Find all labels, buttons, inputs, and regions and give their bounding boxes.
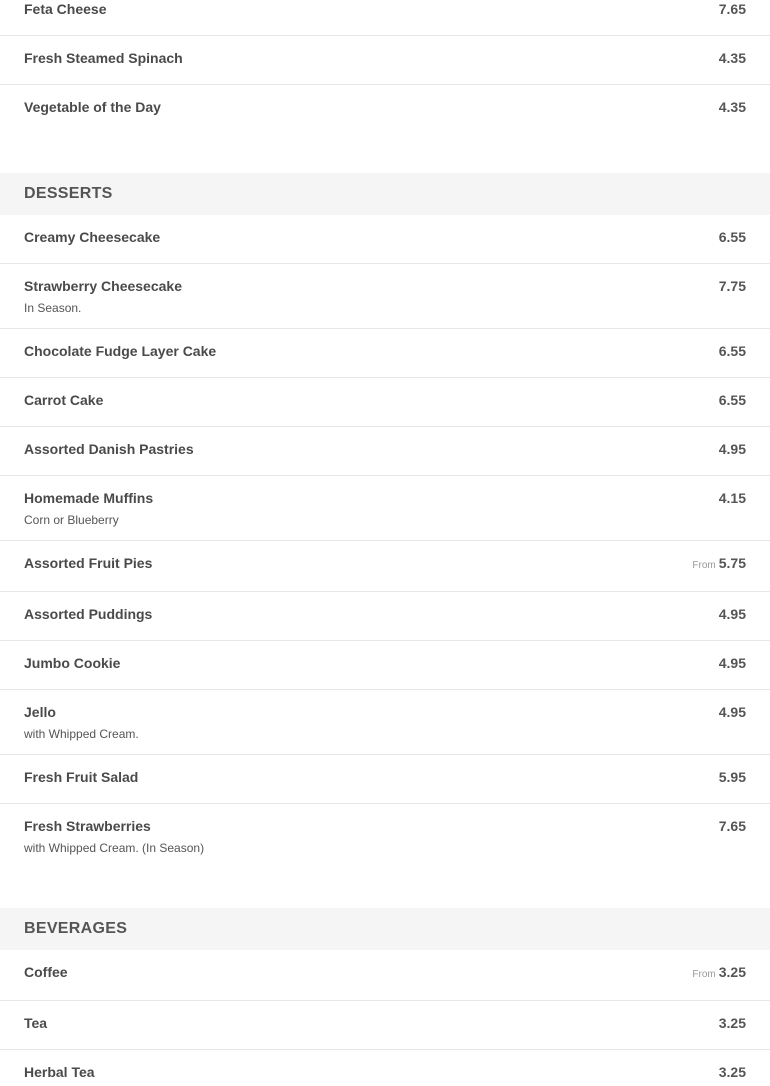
item-description: with Whipped Cream. (In Season) <box>24 841 205 855</box>
item-price: 7.65 <box>718 1 746 17</box>
menu-item-assorted-danish-pastries[interactable] <box>0 428 770 476</box>
menu-item-carrot-cake[interactable] <box>0 379 770 427</box>
menu-item-assorted-fruit-pies[interactable] <box>0 542 770 592</box>
item-name: Fresh Fruit Salad <box>24 769 139 785</box>
menu-item-assorted-puddings[interactable] <box>0 593 770 641</box>
item-name: Assorted Danish Pastries <box>24 441 194 457</box>
item-description: with Whipped Cream. <box>24 727 139 741</box>
item-description: In Season. <box>24 301 82 315</box>
item-price: 3.25 <box>718 1015 746 1031</box>
menu-item-jumbo-cookie[interactable] <box>0 642 770 690</box>
item-price: 5.95 <box>718 769 746 785</box>
section-title: DESSERTS <box>24 185 113 202</box>
menu-item-tea[interactable] <box>0 1002 770 1050</box>
item-price: 7.65 <box>718 818 746 834</box>
item-name: Fresh Strawberries <box>24 818 151 834</box>
item-name: Homemade Muffins <box>24 490 154 506</box>
item-name: Assorted Puddings <box>24 606 153 622</box>
item-name: Jello <box>24 704 56 720</box>
item-name: Tea <box>24 1015 48 1031</box>
item-price: 3.25 <box>718 1064 746 1080</box>
item-price: 4.95 <box>718 441 746 457</box>
menu-item-homemade-muffins[interactable] <box>0 477 770 541</box>
item-price-group <box>692 555 746 574</box>
section-title: BEVERAGES <box>24 920 128 937</box>
item-price: 4.95 <box>718 704 746 720</box>
item-price: 4.95 <box>718 655 746 671</box>
item-price: 4.35 <box>718 50 746 66</box>
item-name: Herbal Tea <box>24 1064 95 1080</box>
menu-item-fresh-steamed-spinach[interactable] <box>0 37 770 85</box>
item-name: Vegetable of the Day <box>24 99 161 115</box>
item-price-group <box>692 964 746 983</box>
price-prefix: From <box>692 560 716 571</box>
item-price: 7.75 <box>718 278 746 294</box>
menu-item-herbal-tea[interactable] <box>0 1051 770 1086</box>
item-name: Strawberry Cheesecake <box>24 278 182 294</box>
item-price: 6.55 <box>718 392 746 408</box>
item-description: Corn or Blueberry <box>24 513 119 527</box>
menu-item-fresh-strawberries[interactable] <box>0 805 770 869</box>
item-name: Feta Cheese <box>24 1 107 17</box>
item-price: 4.95 <box>718 606 746 622</box>
price-prefix: From <box>692 969 716 980</box>
menu-item-coffee[interactable] <box>0 951 770 1001</box>
menu-item-vegetable-of-the-day[interactable] <box>0 86 770 134</box>
item-price: 6.55 <box>718 343 746 359</box>
item-name: Fresh Steamed Spinach <box>24 50 183 66</box>
item-name: Carrot Cake <box>24 392 104 408</box>
item-price: 4.35 <box>718 99 746 115</box>
item-price: 5.75 <box>718 555 746 571</box>
section-header-beverages <box>0 908 770 950</box>
section-header-desserts <box>0 173 770 215</box>
item-price: 4.15 <box>718 490 746 506</box>
item-price: 3.25 <box>718 964 746 980</box>
item-name: Assorted Fruit Pies <box>24 555 153 571</box>
item-price: 6.55 <box>718 229 746 245</box>
menu-item-strawberry-cheesecake[interactable] <box>0 265 770 329</box>
menu-item-fresh-fruit-salad[interactable] <box>0 756 770 804</box>
item-name: Jumbo Cookie <box>24 655 121 671</box>
menu-item-feta-cheese[interactable] <box>0 0 770 36</box>
menu-item-creamy-cheesecake[interactable] <box>0 216 770 264</box>
item-name: Coffee <box>24 964 68 980</box>
menu-item-jello[interactable] <box>0 691 770 755</box>
item-name: Creamy Cheesecake <box>24 229 161 245</box>
menu-item-chocolate-fudge-layer-cake[interactable] <box>0 330 770 378</box>
item-name: Chocolate Fudge Layer Cake <box>24 343 217 359</box>
